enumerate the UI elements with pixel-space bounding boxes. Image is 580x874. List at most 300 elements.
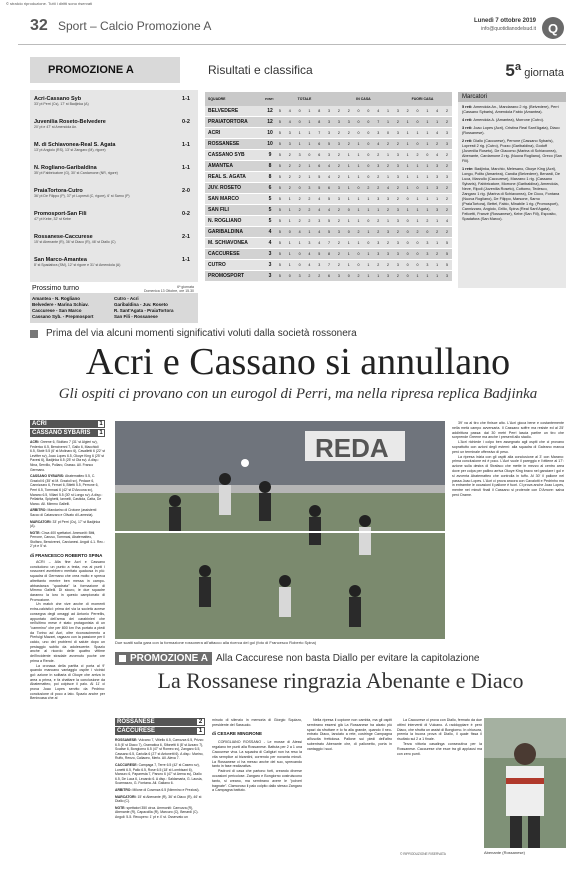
article2-tabellino <box>115 738 205 848</box>
standings-cell: 5 <box>328 142 331 146</box>
standings-cell: 1 <box>436 241 439 245</box>
score-team: ROSSANESE <box>117 719 155 725</box>
standings-cell: 2 <box>377 186 380 190</box>
standings-stats <box>275 208 452 212</box>
standings-cell: 3 <box>387 197 390 201</box>
standings-team: ACRI <box>208 130 221 136</box>
standings-stats <box>275 219 452 223</box>
standings-cell: 2 <box>308 274 311 278</box>
result-item <box>34 211 194 226</box>
standings-cell: 2 <box>445 186 448 190</box>
standings-cell: 5 <box>445 252 448 256</box>
standings-cell: 6 <box>328 186 331 190</box>
standings-cell: 3 <box>436 208 439 212</box>
tabellino-lead: NOTE: <box>115 805 127 810</box>
article2-scorebox <box>115 718 205 848</box>
standings-table <box>205 92 452 284</box>
standings-cell: 1 <box>347 263 350 267</box>
result-item <box>34 142 194 157</box>
standings-cell: 1 <box>416 175 419 179</box>
standings-team: M. SCHIAVONEA <box>208 240 248 246</box>
standings-cell: 1 <box>406 142 409 146</box>
standings-cell: 1 <box>377 274 380 278</box>
standings-row <box>205 128 452 139</box>
copyright-note: © RIPRODUZIONE RISERVATA <box>400 852 446 856</box>
standings-cell: 1 <box>288 208 291 212</box>
article2-col-b <box>212 718 302 850</box>
standings-cell: 0 <box>357 109 360 113</box>
article1-photo-caption: Due scatti sulla gara con la formazione rossonera all'attacco alla ricerca del gol (foto di Francesco Roberto Spina) <box>115 640 317 645</box>
standings-cell: 5 <box>318 252 321 256</box>
tabellino-lead: MARCATORI: <box>115 794 138 799</box>
standings-stats <box>275 252 452 256</box>
standings-cell: 5 <box>318 186 321 190</box>
standings-cell: 1 <box>308 142 311 146</box>
standings-row <box>205 183 452 194</box>
round-number: 5ª <box>505 61 522 80</box>
standings-cell: 0 <box>308 153 311 157</box>
standings-cell: 1 <box>426 186 429 190</box>
body-paragraph: ACRI – Alla fine Acri e Cassano concludono un punto a testa, ma ai punti i rossoneri avrebbero meritato qualcosa in più: squadra di Germano che crea molto e spreca altrettanto mentre ben messa in campo-abbastanza "quadrata" la formazione di Mimmo Gallelli. Di sicuro, le due squadre daranno la loro in questo campionato di Promozione. <box>30 560 105 602</box>
standings-cell: 3 <box>377 131 380 135</box>
scorers-lead: 2 reti: <box>462 139 474 143</box>
score-line-home <box>30 420 105 428</box>
standings-cell: 1 <box>367 197 370 201</box>
standings-cell: 2 <box>416 230 419 234</box>
standings-cell: 3 <box>436 164 439 168</box>
standings-cell: 2 <box>337 263 340 267</box>
body-paragraph: La Caccurese ci prova con Diallo, fermato da due ottimi interventi di Vulcano. A raddoppiare è però Diaco, che sfrutta un assist di Bongiorno. In chiusura, premia la buona prova di Diallo, il quale fissa il risultato sul 2 a 1 finale. <box>397 718 482 742</box>
standings-cell: 1 <box>387 120 390 124</box>
standings-cell: 5 <box>278 153 281 157</box>
result-score: 1-1 <box>182 257 190 263</box>
standings-cell: 1 <box>367 208 370 212</box>
standings-cell: 1 <box>288 241 291 245</box>
standings-cell: 1 <box>426 208 429 212</box>
standings-row <box>205 227 452 238</box>
standings-cell: 2 <box>445 164 448 168</box>
next-match: Caccurese - San Marco <box>32 308 82 313</box>
standings-cell: 3 <box>396 263 399 267</box>
article1-col-right <box>452 421 564 646</box>
standings-cell: 2 <box>337 175 340 179</box>
standings-cell: 7 <box>328 263 331 267</box>
standings-team: CACCURESE <box>208 251 240 257</box>
standings-cell: 4 <box>328 175 331 179</box>
standings-cell: 2 <box>387 241 390 245</box>
next-match: Garibaldina - Juv. Roseto <box>114 302 168 307</box>
standings-cell: 0 <box>347 208 350 212</box>
standings-cell: 2 <box>396 230 399 234</box>
article2-kicker <box>115 652 479 665</box>
section-title: Sport – Calcio Promozione A <box>58 19 212 33</box>
article2-kicker-text: Alla Caccurese non basta Diallo per evitare la capitolazione <box>215 653 480 664</box>
result-score: 1-1 <box>182 165 190 171</box>
scorers-lead: 3 reti: <box>462 126 474 130</box>
standings-cell: 4 <box>308 263 311 267</box>
standings-cell: 0 <box>357 186 360 190</box>
standings-cell: 1 <box>426 131 429 135</box>
standings-cell: 0 <box>298 263 301 267</box>
standings-cell: 2 <box>387 263 390 267</box>
standings-cell: 3 <box>396 208 399 212</box>
score-goals: 2 <box>196 718 205 726</box>
tabellino-entry: ARBITRO: Mandarino di Crotone (assistenti Sacco di Catanzaro e Olivato di Lamezia). <box>30 508 97 517</box>
standings-cell: 3 <box>396 153 399 157</box>
result-match: Acri-Cassano Syb <box>34 96 82 102</box>
standings-cell: 0 <box>406 263 409 267</box>
result-item <box>34 119 194 134</box>
article2-tag-text: PROMOZIONE A <box>130 653 208 664</box>
result-detail: 35' pt Fabbricatore (G), 30' st Cardamone (NR, rigore) <box>34 171 118 175</box>
article1-byline: di FRANCESCO ROBERTO SPINA <box>30 553 103 559</box>
standings-cell: 0 <box>416 186 419 190</box>
contact-email[interactable]: info@quotidianodelsud.it <box>481 26 536 32</box>
standings-cell: 2 <box>337 241 340 245</box>
standings-cell: 3 <box>337 120 340 124</box>
score-line-away <box>30 429 105 437</box>
article2-headline: La Rossanese ringrazia Abenante e Diaco <box>157 668 524 693</box>
result-match: Rossanese-Caccurese <box>34 234 93 240</box>
standings-cell: 3 <box>337 142 340 146</box>
score-team: CACCURESE <box>117 728 156 734</box>
result-detail: 47' pt Kebe, 32' st Kebe <box>34 217 71 221</box>
issue-date: Lunedì 7 ottobre 2019 <box>473 18 536 24</box>
standings-points: 10 <box>267 141 273 147</box>
standings-cell: 2 <box>396 120 399 124</box>
standings-cell: 3 <box>347 120 350 124</box>
standings-cell: 1 <box>406 186 409 190</box>
standings-cell: 1 <box>426 120 429 124</box>
standings-cell: 1 <box>357 175 360 179</box>
standings-cell: 5 <box>278 131 281 135</box>
standings-cell: 5 <box>278 252 281 256</box>
standings-cell: 2 <box>308 197 311 201</box>
standings-cell: 0 <box>357 131 360 135</box>
standings-cell: 2 <box>357 230 360 234</box>
standings-cell: 0 <box>357 263 360 267</box>
standings-stats <box>275 230 452 234</box>
standings-cell: 0 <box>416 241 419 245</box>
standings-cell: 0 <box>426 230 429 234</box>
standings-cell: 0 <box>367 131 370 135</box>
result-detail: 36' pt De Filippo (P), 37' pt Lopresti (C, rigore), 6' st Sarno (P) <box>34 194 130 198</box>
standings-cell: 2 <box>445 208 448 212</box>
standings-cell: 1 <box>416 164 419 168</box>
next-round-info <box>144 285 194 293</box>
standings-row <box>205 249 452 260</box>
standings-cell: 3 <box>396 164 399 168</box>
tabellino-entry: MARCATORI: 33' pt Perri (Cs), 17' st Badjinka (A). <box>30 519 100 529</box>
standings-cell: 1 <box>367 230 370 234</box>
standings-cell: 1 <box>308 131 311 135</box>
standings-cell: 0 <box>416 142 419 146</box>
standings-cell: 3 <box>426 241 429 245</box>
result-match: N. Rogliano-Garibaldina <box>34 165 97 171</box>
result-score: 2-1 <box>182 234 190 240</box>
result-item <box>34 96 194 111</box>
standings-cell: 2 <box>377 175 380 179</box>
standings-team: PROMOSPORT <box>208 273 245 279</box>
standings-cell: 4 <box>377 142 380 146</box>
standings-cell: 5 <box>328 197 331 201</box>
standings-cell: 2 <box>337 219 340 223</box>
standings-cell: 5 <box>278 241 281 245</box>
article2-col-b-intro: minuto di silenzio in memoria di Giorgio Squizzo, presidente del Sassuolo. <box>212 718 302 727</box>
standings-cell: 2 <box>396 274 399 278</box>
standings-cell: 1 <box>387 153 390 157</box>
standings-cell: 1 <box>288 252 291 256</box>
standings-cell: 1 <box>367 252 370 256</box>
score-goals: 1 <box>97 429 105 437</box>
standings-points: 8 <box>268 174 272 180</box>
standings-cell: 4 <box>318 230 321 234</box>
standings-cell: 1 <box>436 197 439 201</box>
standings-cell: 4 <box>318 208 321 212</box>
standings-cell: 2 <box>396 197 399 201</box>
standings-cell: 1 <box>416 208 419 212</box>
next-match: R. Sant'Agata - PraiaTortora <box>114 308 174 313</box>
standings-cell: 3 <box>387 274 390 278</box>
standings-cell: 0 <box>406 252 409 256</box>
standings-team: JUV. ROSETO <box>208 185 242 191</box>
standings-stats <box>275 175 452 179</box>
standings-points: 5 <box>268 207 272 213</box>
page-header <box>18 13 566 45</box>
standings-cell: 3 <box>328 120 331 124</box>
scorers-lead: 4 reti: <box>462 118 474 122</box>
standings-cell: 1 <box>387 109 390 113</box>
standings-cell: 2 <box>426 219 429 223</box>
standings-cell: 6 <box>318 153 321 157</box>
standings-cell: 2 <box>298 208 301 212</box>
standings-cell: 0 <box>367 109 370 113</box>
standings-stats <box>275 241 452 245</box>
standings-team: REAL S. AGATA <box>208 174 246 180</box>
standings-team: AMANTEA <box>208 163 233 169</box>
standings-cell: 2 <box>337 208 340 212</box>
standings-cell: 1 <box>426 175 429 179</box>
standings-points: 3 <box>268 251 272 257</box>
scorers-lead: 5 reti: <box>462 105 474 109</box>
article1-scorebox <box>30 420 105 765</box>
svg-text:REDA: REDA <box>315 433 389 463</box>
standings-row <box>205 117 452 128</box>
standings-cell: 5 <box>328 230 331 234</box>
standings-cell: 1 <box>436 120 439 124</box>
standings-row <box>205 150 452 161</box>
standings-cell: 1 <box>357 197 360 201</box>
standings-cell: 1 <box>298 131 301 135</box>
standings-cell: 1 <box>426 109 429 113</box>
standings-cell: 0 <box>298 186 301 190</box>
square-bullet-icon <box>30 330 38 338</box>
standings-cell: 0 <box>416 120 419 124</box>
result-score: 1-1 <box>182 96 190 102</box>
standings-cell: 2 <box>347 131 350 135</box>
standings-stats <box>275 142 452 146</box>
standings-cell: 2 <box>337 131 340 135</box>
standings-cell: 5 <box>278 197 281 201</box>
standings-body <box>205 106 452 282</box>
scorers-paragraph: 3 reti: Joao Lopes (Acri), Cristina Real Sant'Agata), Diaco (Rossanese). <box>462 126 560 135</box>
col-total: TOTALE <box>297 97 312 101</box>
standings-cell: 1 <box>347 241 350 245</box>
standings-cell: 1 <box>416 131 419 135</box>
tabellino-entry: ACRI: Greene 6, Stolfaro 7 (31' st Algieri sv), Federico 6.5, Bencivenni 7, Gallo 6, Macchioli 6.5, Stoté 5.5 (6' st Molinaro 6), Cavalletti 6 (22' st Levifter sv), Joao Lopes 6.5, Okoye King 6 (25' st Pavesi 6), Badjinka 6.5 (25' st Ola sv). A disp.: Nina, Servillo, Pollaro, Grasso. All. Franco Germano. <box>30 440 105 472</box>
scorers-paragraph: 1 rete: Badjinka, Marchio, Melesano, Okoye King (Acri), Longo, Polito (Amantea), Candia (Belvedere), Benardi, De Luca, Marzullo (Caccurese), Marzano 1 rig. (Cassano Sybaris), Fabbricatore, Morrone (Garibaldina), Amendola, Neve, Ripoli (Juvenilia Roseto), Cottomo, Tedesco, Zangaro 1 rig. (Marina di Schiavonea), De Cicco, Fontana (Nuova Rogliano), De Filippo, Marsone, Sarno (PraiaTortora), Bettel, Fabio, Minabile 1 rig. (Promosport), Cannizzaro, Angiolo, Grillo, Spina (Real Sant'Agata), Felicetti, Franzè (Rossanese), Kebe (San Fili), Esposito, Spadafora (San Marco). <box>462 167 560 221</box>
result-item <box>34 165 194 180</box>
standings-cell: 2 <box>377 263 380 267</box>
standings-cell: 2 <box>298 219 301 223</box>
result-detail: 20' pt e 47' st Amendola An. <box>34 125 78 129</box>
article1-col1 <box>30 560 105 765</box>
standings-cell: 4 <box>436 153 439 157</box>
standings-cell: 2 <box>416 153 419 157</box>
standings-cell: 0 <box>406 230 409 234</box>
standings-cell: 3 <box>426 252 429 256</box>
standings-points: 5 <box>268 196 272 202</box>
standings-cell: 1 <box>308 175 311 179</box>
standings-points: 5 <box>268 218 272 224</box>
standings-cell: 1 <box>416 274 419 278</box>
standings-cell: 4 <box>436 131 439 135</box>
standings-cell: 5 <box>445 241 448 245</box>
standings-cell: 1 <box>406 153 409 157</box>
standings-cell: 1 <box>347 252 350 256</box>
standings-cell: 7 <box>328 241 331 245</box>
standings-cell: 1 <box>288 263 291 267</box>
tabellino-lead: ACRI: <box>30 440 41 444</box>
score-goals: 1 <box>196 727 205 735</box>
standings-cell: 1 <box>308 120 311 124</box>
standings-cell: 3 <box>436 186 439 190</box>
scorers-paragraph: 4 reti: Amendola A. (Amantea), Morrone (Cutro). <box>462 118 544 122</box>
standings-cell: 0 <box>406 241 409 245</box>
standings-cell: 1 <box>357 219 360 223</box>
standings-row <box>205 260 452 271</box>
standings-cell: 3 <box>387 230 390 234</box>
standings-points: 4 <box>268 240 272 246</box>
standings-cell: 1 <box>377 208 380 212</box>
standings-cell: 5 <box>278 186 281 190</box>
result-match: Promosport-San Fili <box>34 211 87 217</box>
scorers-paragraph: 5 reti: Amendola An., Mandarano 2 rig. (Belvedere), Perri (Cassano Sybaris), Amendola Fabio (Amantea). <box>462 105 559 114</box>
page-number: 32 <box>30 17 48 34</box>
standings-cell: 2 <box>445 120 448 124</box>
standings-row <box>205 194 452 205</box>
standings-cell: 2 <box>445 230 448 234</box>
body-paragraph: La ripresa inizia con gli ospiti alla conclusione al 3' con Marano: prima conclusione ed è poco. L'Acri vuole il pareggio e l'ottiene al 17': azione sulla destra di Strafaco che mette in mezzo al centro area dove per colpa per pallino arriva Okoye King bravo nel ganciare i gol e si avventa Abatematteo che controlla in tuffo. Al 30' il pallone nel passa Joao Lopes. L'Acri ci prova ancora con Cavalotti e Pedrinho ma in entrambe le occasioni il pallone è fuori. Ci prova anche Joao Lopes, mentre nei minuti finali il Cassano si protende con D'Amore: salva però Drame. <box>452 454 564 497</box>
standings-cell: 3 <box>396 131 399 135</box>
standings-cell: 3 <box>328 153 331 157</box>
standings-row <box>205 205 452 216</box>
article2-col-c-text <box>307 718 482 848</box>
standings-team: CUTRO <box>208 262 226 268</box>
standings-stats <box>275 274 452 278</box>
standings-team: ROSSANESE <box>208 141 240 147</box>
standings-cell: 2 <box>387 164 390 168</box>
standings-cell: 5 <box>445 263 448 267</box>
standings-row <box>205 238 452 249</box>
standings-cell: 0 <box>416 252 419 256</box>
tabellino-entry: NOTE: spettatori 350 circa. Ammoniti: Carrozza (R), Abenante (R), Capaccilla (R), Marcuro (C), Benardi (C). Angoli: 5-5. Recupero: 1' pt e 4' st. Osservato un <box>115 805 199 819</box>
standings-row <box>205 106 452 117</box>
standings-cell: 1 <box>436 263 439 267</box>
standings-cell: 3 <box>445 142 448 146</box>
tabellino-lead: ROSSANESE: <box>115 738 139 742</box>
standings-cell: 4 <box>288 120 291 124</box>
standings-cell: 5 <box>278 219 281 223</box>
standings-cell: 1 <box>436 274 439 278</box>
standings-team: GARIBALDINA <box>208 229 243 235</box>
standings-cell: 2 <box>337 252 340 256</box>
scorers-list <box>458 102 566 288</box>
tabellino-entry: ARBITRO: Milone di Cosenza 6.5 (Nimmino e Preziosi). <box>115 787 200 792</box>
standings-stats <box>275 186 452 190</box>
standings-cell: 3 <box>298 153 301 157</box>
standings-team: SAN FILI <box>208 207 229 213</box>
col-away: FUORI CASA <box>411 97 434 101</box>
standings-cell: 0 <box>298 252 301 256</box>
standings-cell: 1 <box>347 164 350 168</box>
standings-stats <box>275 131 452 135</box>
standings-cell: 1 <box>308 230 311 234</box>
standings-cell: 0 <box>416 109 419 113</box>
standings-cell: 1 <box>347 186 350 190</box>
standings-cell: 1 <box>308 109 311 113</box>
tabellino-entry: CASSANO SYBARIS: Abatematteo 5.5, C. Grazioli 6 (35' st M. Grazioli sv), Pedace 6, Cannizzaro 6, Ferrari 6, Bitetti 5.5, Perrone 6, Perri 6.5, Tommasi 6 (42' st D'Ancona sv), Marano 6.5, Villani 5.5 (30' st Longo sv). A disp.: Pellatrita, Spighetti, Iannelli, Castiola, Catta, De Marco. All. Mimmo Gallelli. <box>30 474 103 506</box>
scorers-paragraph: 2 reti: Diallo (Caccurese), Perrone (Cassano Sybaris), Lopresti 2 rig. (Cutro), Pozzo (Garibaldina), Godoff (Juvenilia Roseto), De Giacomo (Marina di Schiavonea), Abenante, Cardamone 2 rig. (Nuova Rogliano), Greco (San Fili). <box>462 139 562 163</box>
standings-cell: 5 <box>278 142 281 146</box>
round-label <box>505 61 564 81</box>
article1-kicker <box>30 328 357 339</box>
standings-cell: 0 <box>367 142 370 146</box>
standings-cell: 1 <box>357 153 360 157</box>
standings-cell: 7 <box>377 120 380 124</box>
result-item <box>34 257 194 272</box>
result-detail: 15' st Abenante (R), 36' st Diaco (R), 46' st Diallo (C) <box>34 240 116 244</box>
standings-cell: 2 <box>298 175 301 179</box>
standings-cell: 0 <box>416 263 419 267</box>
standings-cell: 1 <box>406 164 409 168</box>
standings-cell: 0 <box>288 230 291 234</box>
standings-cell: 7 <box>318 131 321 135</box>
standings-cell: 2 <box>387 142 390 146</box>
standings-cell: 1 <box>357 241 360 245</box>
col-teams: SQUADRE <box>208 97 226 101</box>
round-word: giornata <box>524 67 564 79</box>
standings-cell: 2 <box>288 164 291 168</box>
next-round-when: Domenica 13 Ottobre, ore 15.30 <box>143 289 194 293</box>
scorers-title: Marcatori <box>458 92 566 102</box>
next-round-title: Prossimo turno <box>32 285 80 292</box>
article2-tag <box>115 652 212 665</box>
standings-cell: 3 <box>396 109 399 113</box>
standings-cell: 5 <box>328 219 331 223</box>
standings-cell: 3 <box>445 131 448 135</box>
body-paragraph: L'Acri richiede i colpo ben assegnato agli ospiti che ci provano soprattutto con azioni degli esterni: alla squadra di Galeano manca però un terminale offensivo di peso. <box>452 440 564 454</box>
standings-cell: 1 <box>406 208 409 212</box>
standings-team: N. ROGLIANO <box>208 218 242 224</box>
standings-cell: 0 <box>367 219 370 223</box>
standings-cell: 2 <box>445 153 448 157</box>
standings-cell: 1 <box>406 120 409 124</box>
standings-cell: 5 <box>278 109 281 113</box>
standings-cell: 1 <box>416 219 419 223</box>
result-match: Juvenilia Roseto-Belvedere <box>34 119 106 125</box>
standings-cell: 2 <box>436 230 439 234</box>
